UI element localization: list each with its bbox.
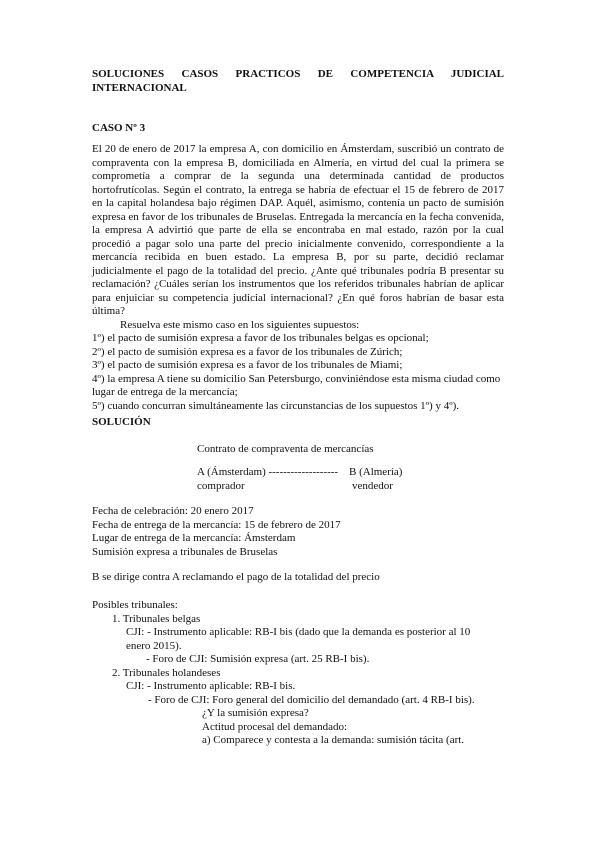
party-b: B (Almería) (349, 466, 403, 478)
fact-sumision: Sumisión expresa a tribunales de Bruselas (92, 545, 278, 558)
title-line-1: SOLUCIONES CASOS PRACTICOS DE COMPETENCIA JUDICIAL (92, 68, 504, 80)
case-statement (92, 143, 504, 413)
possible-tribunals (92, 599, 504, 748)
tribunal-1-title: 1. Tribunales belgas (112, 612, 201, 625)
claim-line: B se dirige contra A reclamando el pago de la totalidad del precio (92, 571, 380, 583)
tribunal-1-cji: CJI: - Instrumento aplicable: RB-I bis (dado que la demanda es posterior al 10 (126, 626, 471, 638)
resuelva-line: Resuelva este mismo caso en los siguientes supuestos: (120, 318, 360, 331)
posibles-label: Posibles tribunales: (92, 599, 178, 611)
case-label: CASO Nº 3 (92, 122, 146, 134)
supuesto-1: 1º) el pacto de sumisión expresa a favor de los tribunales belgas es opcional; (92, 332, 429, 344)
supuesto-5: 5º) cuando concurran simultáneamente las circunstancias de los supuestos 1º) y 4º). (92, 399, 460, 412)
tribunal-2-question: ¿Y la sumisión expresa? (202, 707, 309, 719)
tribunal-2-title: 2. Tribunales holandeses (112, 666, 221, 679)
tribunal-2-actitud: Actitud procesal del demandado: (202, 720, 348, 733)
fact-fecha-celebracion: Fecha de celebración: 20 enero 2017 (92, 505, 254, 517)
party-a: A (Ámsterdam) ------------------- (197, 466, 339, 478)
tribunal-1-foro: - Foro de CJI: Sumisión expresa (art. 25 RB-I bis). (146, 653, 370, 665)
supuesto-3: 3º) el pacto de sumisión expresa es a favor de los tribunales de Miami; (92, 359, 403, 371)
contract-title: Contrato de compraventa de mercancías (197, 443, 374, 455)
role-a: comprador (197, 479, 245, 492)
tribunal-2-cji: CJI: - Instrumento aplicable: RB-I bis. (126, 680, 296, 692)
contract-facts (92, 505, 341, 559)
supuesto-2: 2º) el pacto de sumisión expresa es a favor de los tribunales de Zúrich; (92, 345, 403, 358)
solution-heading: SOLUCIÓN (92, 416, 151, 428)
fact-lugar-entrega: Lugar de entrega de la mercancía: Ámsterdam (92, 532, 296, 544)
statement-paragraph: El 20 de enero de 2017 la empresa A, con domicilio en Ámsterdam, suscribió un contrato de compraventa con la empresa B, domiciliada en Almería, en virtud del cual la primera se comprometía a comprar de la segunda una determinada cantidad de productos hortofrutícolas. Según el contrato, la entrega se habría de efectuar el 15 de febrero de 2017 en la capital holandesa bajo régimen DAP. Aquél, asimismo, contenía un pacto de sumisión expresa en favor de los tribunales de Bruselas. Entregada la mercancía en la fecha convenida, la empresa A advirtió que parte de ella se encontraba en mal estado, razón por la cual procedió a pagar solo una parte del precio inicialmente convenido, correspondiente a la mercancía recibida en buen estado. La empresa B, por su parte, decidió reclamar judicialmente el pago de la totalidad del precio. ¿Ante qué tribunales podría B presentar su reclamación? ¿Cuáles serían los instrumentos que los referidos tribunales habrían de aplicar para enjuiciar su competencia judicial internacional? ¿En qué foros habrían de basar esta última? (92, 143, 504, 317)
contract-parties (197, 466, 457, 493)
tribunal-1-cji-cont: enero 2015). (126, 639, 182, 652)
fact-fecha-entrega: Fecha de entrega de la mercancía: 15 de febrero de 2017 (92, 518, 341, 531)
title-line-2: INTERNACIONAL (92, 81, 187, 94)
tribunal-2-foro: - Foro de CJI: Foro general del domicilio del demandado (art. 4 RB-I bis). (148, 693, 475, 706)
supuesto-4: 4º) la empresa A tiene su domicilio San Petersburgo, conviniéndose esta misma ciudad como lugar de entrega de la mercancía; (92, 372, 501, 398)
document-title (92, 68, 504, 95)
role-b: vendedor (352, 479, 393, 492)
tribunal-2-option-a: a) Comparece y contesta a la demanda: sumisión tácita (art. (202, 734, 465, 746)
